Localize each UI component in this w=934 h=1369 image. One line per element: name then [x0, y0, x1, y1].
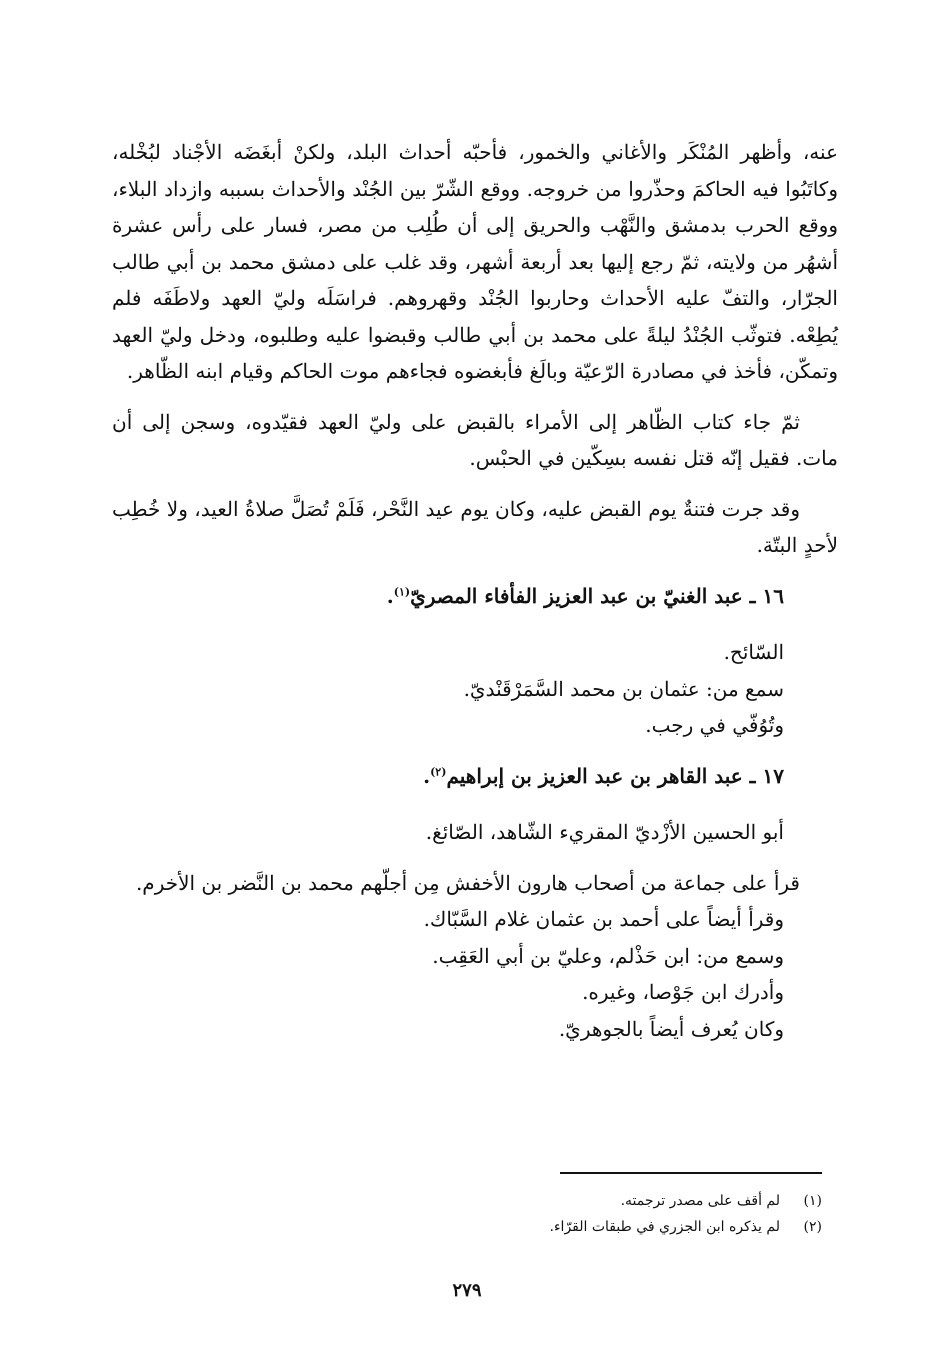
entry-17-paragraph: قرأ على جماعة من أصحاب هارون الأخفش مِن أجلّهم محمد بن النَّضر بن الأخرم.	[135, 870, 800, 895]
page-number: ٢٧٩	[452, 1280, 482, 1301]
main-text	[112, 134, 838, 1047]
entry-17-line: وقرأ أيضاً على أحمد بن عثمان غلام السَّبّاك.	[423, 907, 784, 931]
entry-17-line: وكان يُعرف أيضاً بالجوهريّ.	[558, 1016, 784, 1041]
entry-16-title: ١٦ ـ عبد الغنيّ بن عبد العزيز الفأفاء المصريّ	[410, 583, 784, 608]
footnote-2	[400, 1214, 822, 1240]
entry-17-title: ١٧ ـ عبد القاهر بن عبد العزيز بن إبراهيم	[446, 763, 784, 788]
paragraph-3: وقد جرت فتنةٌ يوم القبض عليه، وكان يوم عيد النَّحْر، فَلَمْ تُصَلَّ صلاةُ العيد، ولا خُطِب لأحدٍ البتّة.	[112, 496, 838, 557]
paragraph-1: عنه، وأظهر المُنْكَر والأغاني والخمور، فأحبّه أحداث البلد، ولكنْ أبغَضَه الأجْناد لبُخْله، وكاتَبُوا فيه الحاكمَ وحذّروا من خروجه. ووقع الشّرّ بين الجُنْد والأحداث بسببه وازداد البلاء، ووقع الحرب بدمشق والنَّهْب والحريق إلى أن طُلِب من مصر، فسار على رأس عشرة أشهُر من ولايته، ثمّ رجع إليها بعد أربعة أشهر، وقد غلب على دمشق محمد بن أبي طالب الجرّار، والتفّ عليه الأحداث وحاربوا الجُنْد وقهروهم. فراسَلَه وليّ العهد ولاطَفَه فلم يُطِعْه. فتوثّب الجُنْدُ ليلةً على محمد بن أبي طالب وقبضوا عليه وطلبوه، ودخل وليّ العهد وتمكّن، فأخذ في مصادرة الرّعيّة وبالَغ فأبغضوه فجاءهم موت الحاكم وقيام ابنه الظّاهر.	[112, 140, 838, 383]
footnote-number: (١)	[803, 1193, 822, 1209]
footnote-text: لم يذكره ابن الجزري في طبقات القرّاء.	[549, 1219, 780, 1235]
entry-16-line: وتُوُفّي في رجب.	[645, 713, 784, 737]
footnote-text: لم أقف على مصدر ترجمته.	[620, 1193, 780, 1209]
footnote-1	[400, 1188, 822, 1214]
footnotes	[400, 1188, 822, 1240]
footnote-ref-2: (٢)	[430, 764, 447, 778]
footnote-number: (٢)	[803, 1219, 822, 1235]
entry-16-line: سمع من: عثمان بن محمد السَّمَرْقَنْديّ.	[463, 676, 784, 701]
footnote-separator	[560, 1172, 822, 1174]
footnote-ref-1: (١)	[393, 584, 411, 598]
entry-16-line: السّائح.	[723, 640, 784, 664]
entry-16-heading: ١٦ ـ عبد الغنيّ بن عبد العزيز الفأفاء المصريّ$^{(١)}$.	[386, 583, 784, 608]
entry-17-heading: ١٧ ـ عبد القاهر بن عبد العزيز بن إبراهيم$^{(٢)}$.	[423, 763, 784, 788]
entry-17-line: وسمع من: ابن حَذْلم، وعليّ بن أبي العَقِب.	[432, 943, 784, 968]
paragraph-2: ثمّ جاء كتاب الظّاهر إلى الأمراء بالقبض على وليّ العهد فقيّدوه، وسجن إلى أن مات. فقيل إنّه قتل نفسه بسِكّين في الحبْس.	[112, 409, 838, 470]
entry-17-line: أبو الحسين الأزْديّ المقريء الشّاهد، الصّائغ.	[425, 820, 784, 844]
entry-17-line: وأدرك ابن جَوْصا، وغيره.	[582, 980, 784, 1004]
